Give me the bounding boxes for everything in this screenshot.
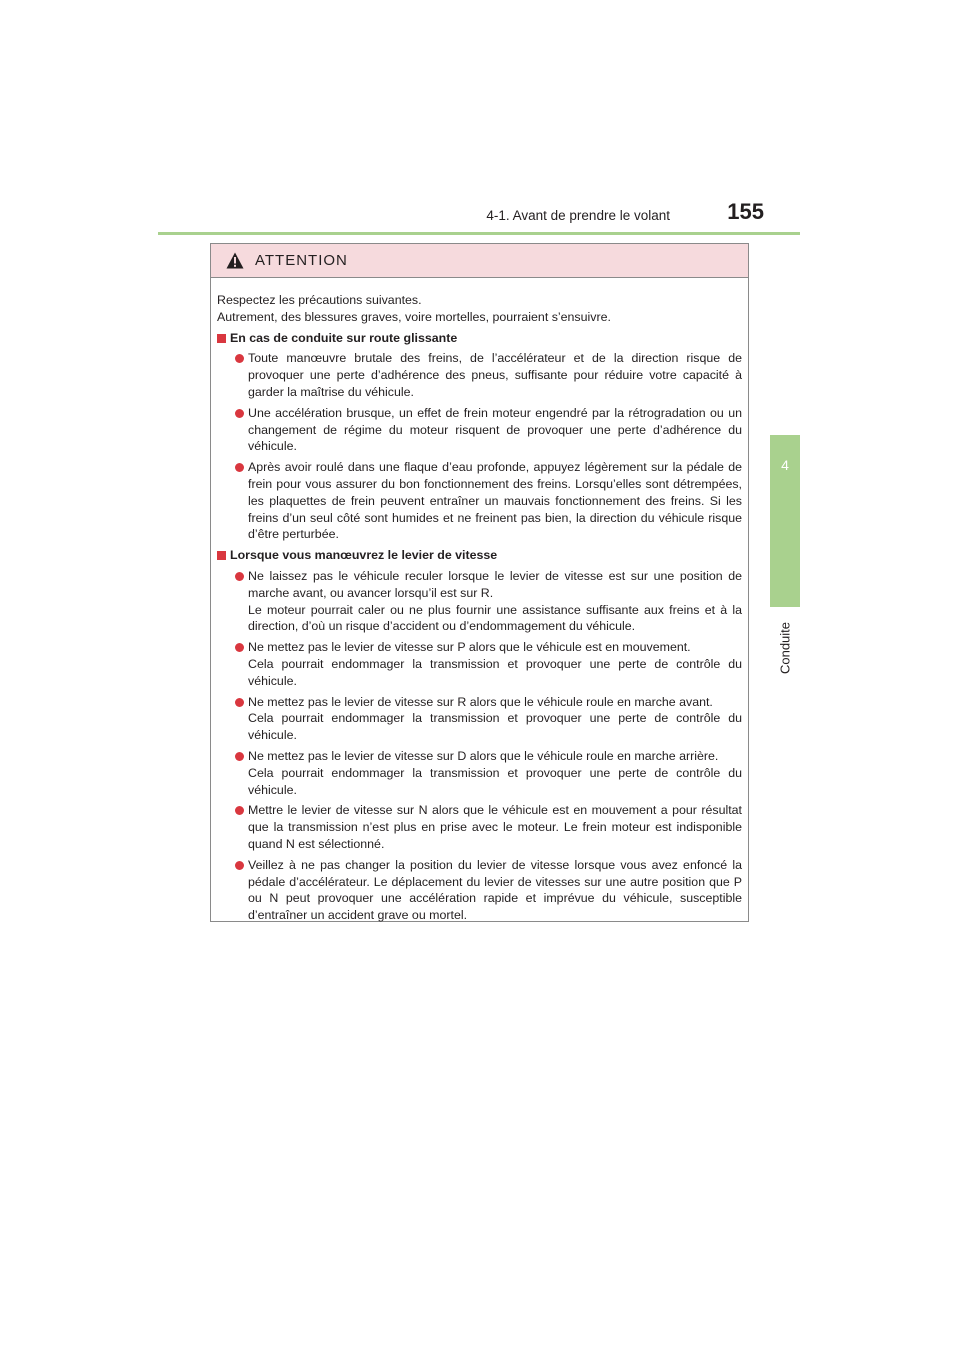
section-heading: [217, 330, 742, 347]
bullet-text: Mettre le levier de vitesse sur N alors que le véhicule est en mouvement a pour résultat que la transmission n’est plus en prise avec le moteur. Le frein moteur est indisponible quand N est sélectionné.: [248, 803, 742, 851]
section-title: 4-1. Avant de prendre le volant: [486, 208, 670, 223]
bullet-text: Cela pourrait endommager la transmission et provoquer une perte de contrôle du véhicule.: [248, 656, 742, 688]
list-item: [217, 694, 742, 744]
chapter-label-wrap: [765, 618, 805, 678]
bullet-dot-icon: [235, 463, 244, 472]
section-heading-text: En cas de conduite sur route glissante: [230, 330, 458, 345]
bullet-dot-icon: [235, 861, 244, 870]
bullet-dot-icon: [235, 806, 244, 815]
square-bullet-icon: [217, 334, 226, 343]
warning-intro: [217, 292, 742, 326]
list-item: [217, 405, 742, 455]
bullet-text: Après avoir roulé dans une flaque d’eau profonde, appuyez légèrement sur la pédale de frein pour vous assurer du bon fonctionnement des freins. Lorsqu’elles sont détrempées, les plaquettes de frein peuvent entraîner un mauvais fonctionnement des freins. Si les freins d’un seul côté sont humides et ne freinent pas bien, la direction du véhicule risque d’être perturbée.: [248, 460, 742, 542]
chapter-label: Conduite: [777, 621, 793, 675]
list-item: [217, 857, 742, 924]
warning-sections: [217, 330, 742, 924]
chapter-number: 4: [781, 457, 789, 473]
intro-line: Respectez les précautions suivantes.: [217, 293, 422, 307]
warning-title: ATTENTION: [255, 252, 348, 269]
list-item: [217, 350, 742, 400]
bullet-dot-icon: [235, 698, 244, 707]
bullet-dot-icon: [235, 643, 244, 652]
bullet-dot-icon: [235, 354, 244, 363]
section-heading-text: Lorsque vous manœuvrez le levier de vitesse: [230, 548, 498, 563]
list-item: [217, 568, 742, 635]
bullet-text: Toute manœuvre brutale des freins, de l’accélérateur et de la direction risque de provoquer une perte d’adhérence des pneus, suffisante pour réduire votre capacité à garder la maîtrise du véhicule.: [248, 351, 742, 399]
warning-header: [211, 244, 748, 278]
chapter-tab: [770, 435, 800, 607]
bullet-text: Ne mettez pas le levier de vitesse sur P alors que le véhicule est en mouvement.: [248, 640, 691, 655]
warning-body: [211, 278, 748, 924]
bullet-text: Cela pourrait endommager la transmission et provoquer une perte de contrôle du véhicule.: [248, 711, 742, 743]
bullet-dot-icon: [235, 752, 244, 761]
list-item: [217, 459, 742, 543]
bullet-dot-icon: [235, 409, 244, 418]
warning-triangle-icon: [226, 252, 244, 269]
bullet-text: Cela pourrait endommager la transmission et provoquer une perte de contrôle du véhicule.: [248, 765, 742, 797]
page-number: 155: [727, 199, 764, 224]
bullet-text: Ne mettez pas le levier de vitesse sur D alors que le véhicule roule en marche arrière.: [248, 748, 719, 763]
list-item: [217, 639, 742, 689]
section-heading: [217, 547, 742, 564]
bullet-text: Veillez à ne pas changer la position du levier de vitesse lorsque vous avez enfoncé la pédale d’accélérateur. Le déplacement du levier de vitesses sur une autre position que P ou N peut provoquer une accélération rapide et imprévue du véhicule, susceptible d’entraîner un accident grave ou mortel.: [248, 857, 742, 923]
square-bullet-icon: [217, 551, 226, 560]
list-item: [217, 802, 742, 852]
bullet-text: Le moteur pourrait caler ou ne plus fournir une assistance suffisante aux freins et à la direction, d’où un risque d’accident ou d’endommagement du véhicule.: [248, 602, 742, 634]
warning-box: [210, 243, 749, 922]
list-item: [217, 748, 742, 798]
bullet-dot-icon: [235, 572, 244, 581]
intro-line: Autrement, des blessures graves, voire mortelles, pourraient s’ensuivre.: [217, 309, 611, 324]
bullet-text: Ne mettez pas le levier de vitesse sur R alors que le véhicule roule en marche avant.: [248, 694, 713, 709]
header-rule: [158, 232, 800, 235]
bullet-text: Ne laissez pas le véhicule reculer lorsque le levier de vitesse est sur une position de marche avant, ou avancer lorsqu’il est sur R.: [248, 568, 742, 600]
bullet-text: Une accélération brusque, un effet de frein moteur engendré par la rétrogradation ou un changement de régime du moteur risquent de provoquer une perte d’adhérence du véhicule.: [248, 405, 742, 454]
